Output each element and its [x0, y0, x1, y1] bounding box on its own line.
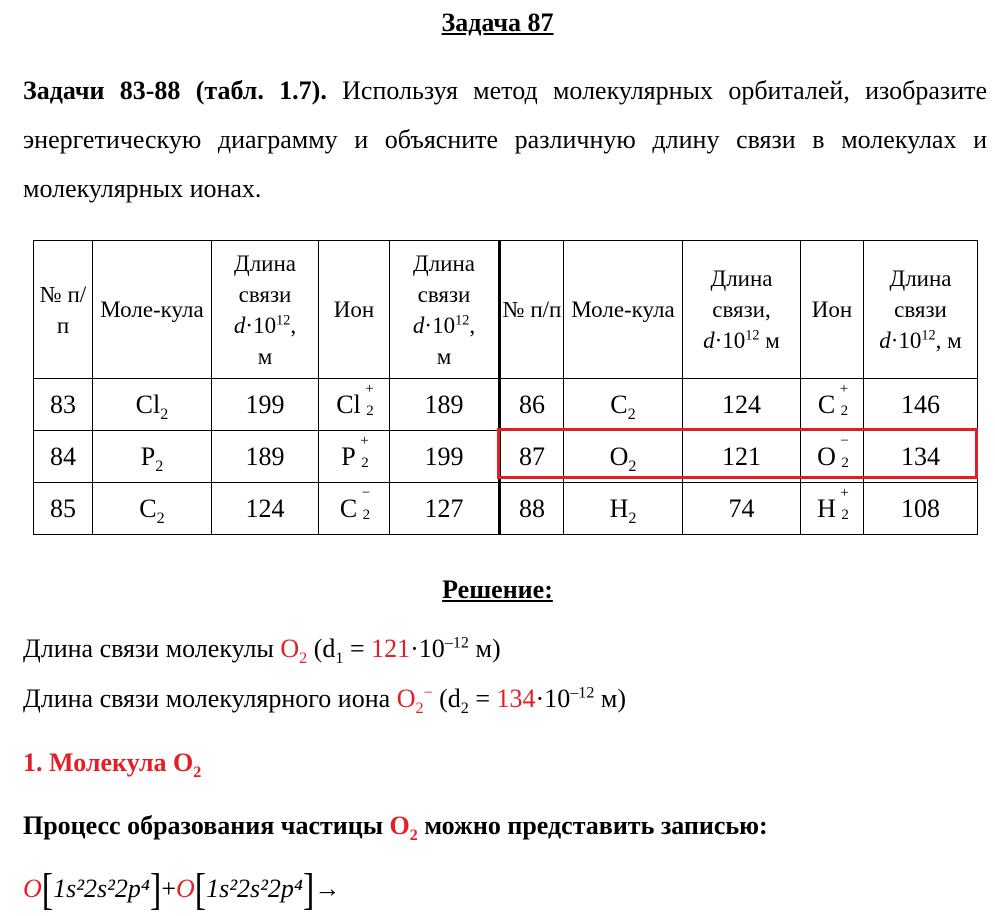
header-ion-bond-length-2: Длина связи $d\cdot 10^{12}$, м [864, 241, 978, 379]
cell-ion: Cl + 2 [319, 379, 390, 431]
cell-molecule: $P_2$ [93, 431, 212, 483]
header-molecule: Моле-кула [93, 241, 212, 379]
table-row [34, 379, 978, 431]
cell-bond-length-2: 74 [683, 483, 801, 535]
task-statement [23, 66, 987, 213]
highlight-row-87 [497, 428, 978, 479]
header-bond-length: Длина связи $d\cdot 10^{12}$, м [212, 241, 319, 379]
bond-length-ion-line: Длина связи молекулярного иона $O_2^-$ ($d_2 = 134\cdot 10^{-12}$ м) [23, 684, 626, 718]
cell-num-2: 87 [500, 431, 564, 483]
cell-bond-length-2: 124 [683, 379, 801, 431]
cell-ion-2: O − 2 [801, 431, 864, 483]
table-row [34, 483, 978, 535]
header-num-2: № п/п [500, 241, 564, 379]
cell-bond-length-2: 121 [683, 431, 801, 483]
cell-bond-length: 199 [212, 379, 319, 431]
header-ion-bond-length: Длина связи $d\cdot 10^{12}$, м [390, 241, 500, 379]
bond-length-molecule-line: Длина связи молекулы $O_2$ ($d_1 = 121\cdot 10^{-12}$ м) [23, 634, 501, 668]
cell-ion-2: H + 2 [801, 483, 864, 535]
solution-title: Решение: [442, 575, 553, 604]
formation-equation: O[1s²2s²2p⁴]+O[1s²2s²2p⁴]→ [23, 866, 341, 915]
cell-ion-bond-length: 189 [390, 379, 500, 431]
header-ion: Ион [319, 241, 390, 379]
cell-molecule-2: $C_2$ [564, 379, 683, 431]
section-molecule-heading: 1. Молекула $O_2$ [23, 748, 202, 782]
header-molecule-2: Моле-кула [564, 241, 683, 379]
cell-molecule-2: $O_2$ [564, 431, 683, 483]
cell-ion-2: C + 2 [801, 379, 864, 431]
cell-num-2: 88 [500, 483, 564, 535]
cell-molecule: $Cl_2$ [93, 379, 212, 431]
cell-ion-bond-length-2: 134 [864, 431, 978, 483]
cell-num-2: 86 [500, 379, 564, 431]
cell-ion-bond-length-2: 108 [864, 483, 978, 535]
task-reference: Задачи 83-88 (табл. 1.7). [23, 76, 327, 105]
cell-num: 84 [34, 431, 93, 483]
process-heading: Процесс образования частицы $O_2$ можно представить записью: [23, 811, 768, 845]
table-header-row [34, 241, 978, 379]
header-ion-2: Ион [801, 241, 864, 379]
cell-ion: C − 2 [319, 483, 390, 535]
cell-molecule-2: $H_2$ [564, 483, 683, 535]
cell-molecule: $C_2$ [93, 483, 212, 535]
cell-ion-bond-length: 127 [390, 483, 500, 535]
cell-ion-bond-length: 199 [390, 431, 500, 483]
header-bond-length-2: Длина связи, $d\cdot 10^{12}$ м [683, 241, 801, 379]
cell-ion-bond-length-2: 146 [864, 379, 978, 431]
bond-length-table [33, 240, 978, 535]
header-num: № п/п [34, 241, 93, 379]
cell-num: 85 [34, 483, 93, 535]
cell-bond-length: 189 [212, 431, 319, 483]
cell-num: 83 [34, 379, 93, 431]
task-text: Используя метод молекулярных орбиталей, изобразите энергетическую диаграмму и объясните различную длину связи в молекулах и молекулярных ионах. [23, 76, 988, 203]
cell-ion: P + 2 [319, 431, 390, 483]
page-title: Задача 87 [441, 8, 554, 37]
cell-bond-length: 124 [212, 483, 319, 535]
